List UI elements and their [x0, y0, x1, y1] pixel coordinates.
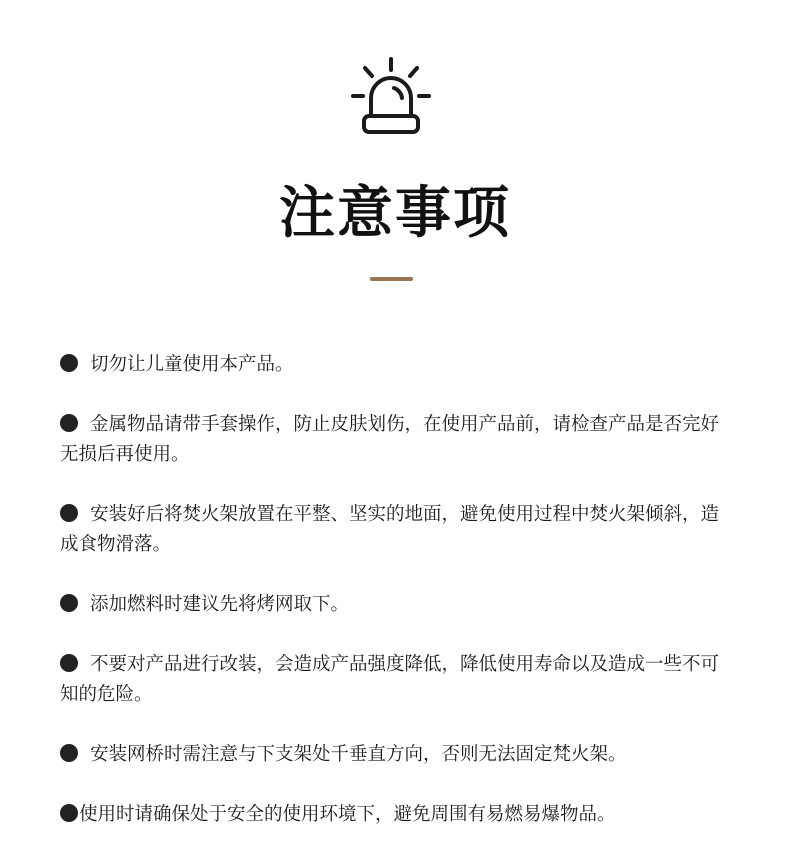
list-item	[60, 410, 735, 470]
list-item	[60, 590, 735, 620]
bullet-icon	[60, 504, 78, 522]
list-item	[60, 500, 735, 560]
bullet-icon	[60, 354, 78, 372]
item-text: 金属物品请带手套操作，防止皮肤划伤，在使用产品前，请检查产品是否完好无损后再使用。	[60, 414, 720, 465]
item-text: 安装好后将焚火架放置在平整、坚实的地面，避免使用过程中焚火架倾斜，造成食物滑落。	[60, 504, 720, 555]
bullet-icon	[60, 414, 78, 432]
list-item	[60, 350, 735, 380]
item-text: 不要对产品进行改装，会造成产品强度降低，降低使用寿命以及造成一些不可知的危险。	[60, 654, 720, 705]
bullet-icon	[60, 804, 78, 822]
title-divider	[370, 277, 413, 281]
list-item	[60, 740, 735, 770]
bullet-icon	[60, 594, 78, 612]
precautions-list	[60, 350, 735, 860]
list-item	[60, 650, 735, 710]
bullet-icon	[60, 744, 78, 762]
item-text: 切勿让儿童使用本产品。	[90, 354, 294, 375]
alarm-light-icon	[349, 56, 433, 136]
item-text: 安装网桥时需注意与下支架处千垂直方向，否则无法固定梵火架。	[90, 744, 627, 765]
list-item	[60, 800, 735, 830]
item-text: 添加燃料时建议先将烤网取下。	[90, 594, 350, 615]
bullet-icon	[60, 654, 78, 672]
item-text: 使用时请确保处于安全的使用环境下，避免周围有易燃易爆物品。	[79, 804, 616, 825]
page-title: 注意事项	[279, 181, 511, 246]
